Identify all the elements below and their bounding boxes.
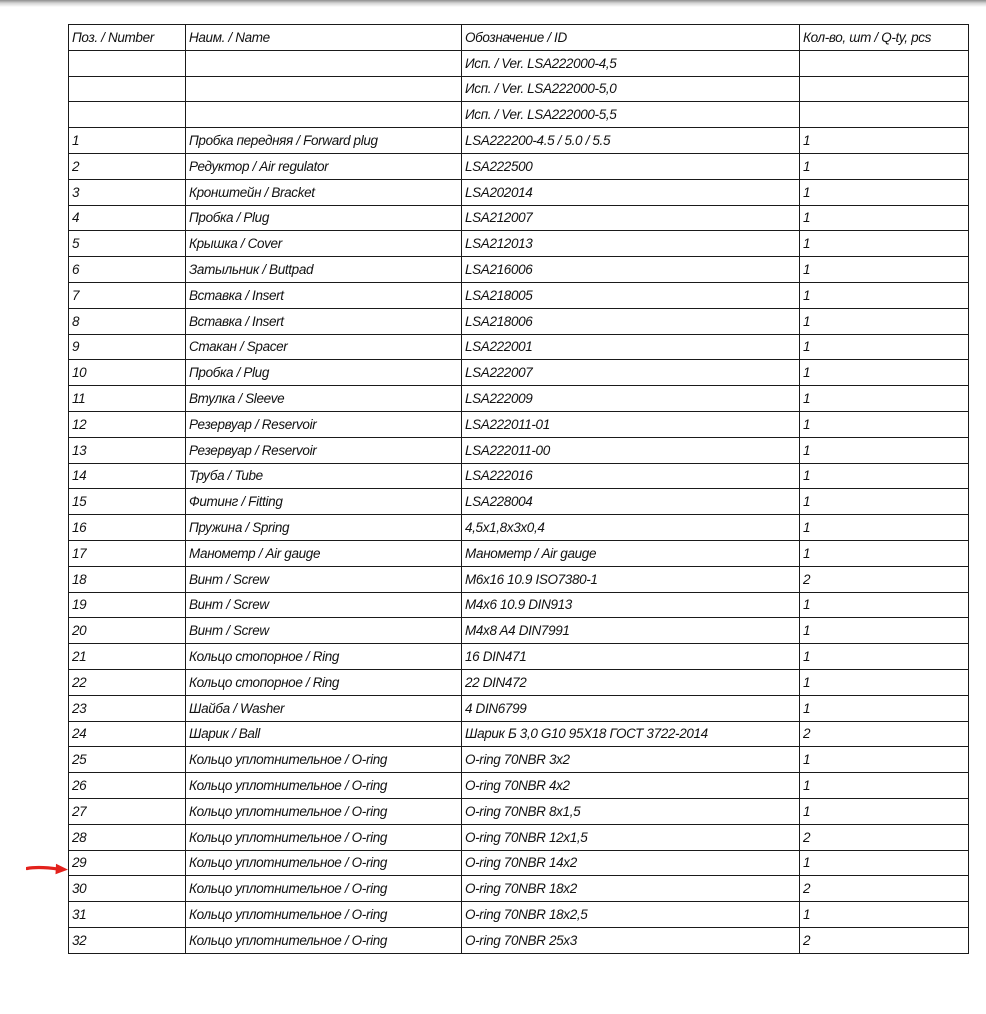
cell-pos: 27	[69, 798, 186, 824]
cell-qty: 1	[800, 540, 969, 566]
cell-name: Пробка / Plug	[186, 205, 462, 231]
cell-id: LSA212013	[462, 231, 800, 257]
cell-qty: 1	[800, 179, 969, 205]
cell-id: Шарик Б 3,0 G10 95X18 ГОСТ 3722-2014	[462, 721, 800, 747]
cell-qty: 1	[800, 592, 969, 618]
cell-id: O-ring 70NBR 25x3	[462, 927, 800, 953]
cell-name: Кольцо стопорное / Ring	[186, 669, 462, 695]
cell-pos: 10	[69, 360, 186, 386]
table-row	[69, 76, 969, 102]
cell-qty: 1	[800, 515, 969, 541]
table-row	[69, 592, 969, 618]
cell-id: LSA222011-00	[462, 437, 800, 463]
cell-name: Вставка / Insert	[186, 282, 462, 308]
cell-pos: 7	[69, 282, 186, 308]
column-header-id: Обозначение / ID	[462, 25, 800, 51]
cell-pos: 22	[69, 669, 186, 695]
cell-name: Шайба / Washer	[186, 695, 462, 721]
cell-qty: 1	[800, 334, 969, 360]
cell-id: LSA212007	[462, 205, 800, 231]
cell-id: O-ring 70NBR 18x2,5	[462, 902, 800, 928]
cell-id: O-ring 70NBR 8x1,5	[462, 798, 800, 824]
cell-name: Кольцо уплотнительное / O-ring	[186, 902, 462, 928]
cell-qty	[800, 102, 969, 128]
table-row	[69, 179, 969, 205]
cell-pos: 13	[69, 437, 186, 463]
cell-pos: 30	[69, 876, 186, 902]
cell-id: Исп. / Ver. LSA222000-5,0	[462, 76, 800, 102]
cell-id: O-ring 70NBR 3x2	[462, 747, 800, 773]
cell-name: Кольцо уплотнительное / O-ring	[186, 747, 462, 773]
table-row	[69, 618, 969, 644]
cell-pos: 28	[69, 824, 186, 850]
table-row	[69, 540, 969, 566]
cell-qty: 1	[800, 128, 969, 154]
cell-name: Винт / Screw	[186, 618, 462, 644]
table-body	[69, 50, 969, 953]
table-row	[69, 669, 969, 695]
cell-name: Стакан / Spacer	[186, 334, 462, 360]
table-row	[69, 566, 969, 592]
cell-name: Фитинг / Fitting	[186, 489, 462, 515]
cell-pos: 9	[69, 334, 186, 360]
table-row	[69, 437, 969, 463]
cell-id: LSA218006	[462, 308, 800, 334]
cell-pos	[69, 50, 186, 76]
cell-pos: 17	[69, 540, 186, 566]
cell-pos: 16	[69, 515, 186, 541]
table-row	[69, 308, 969, 334]
cell-id: Исп. / Ver. LSA222000-5,5	[462, 102, 800, 128]
cell-name: Кольцо уплотнительное / O-ring	[186, 773, 462, 799]
cell-name: Кольцо стопорное / Ring	[186, 644, 462, 670]
cell-id: M4x6 10.9 DIN913	[462, 592, 800, 618]
table-row	[69, 824, 969, 850]
cell-name: Пробка / Plug	[186, 360, 462, 386]
table-row	[69, 334, 969, 360]
cell-pos: 29	[69, 850, 186, 876]
cell-id: LSA202014	[462, 179, 800, 205]
cell-pos: 24	[69, 721, 186, 747]
cell-id: O-ring 70NBR 12x1,5	[462, 824, 800, 850]
cell-id: LSA222007	[462, 360, 800, 386]
cell-qty	[800, 76, 969, 102]
cell-pos: 6	[69, 257, 186, 283]
cell-name: Кронштейн / Bracket	[186, 179, 462, 205]
parts-table	[68, 24, 969, 954]
table-row	[69, 231, 969, 257]
cell-pos: 3	[69, 179, 186, 205]
cell-qty: 1	[800, 747, 969, 773]
cell-name: Затыльник / Buttpad	[186, 257, 462, 283]
cell-name: Труба / Tube	[186, 463, 462, 489]
cell-qty: 1	[800, 798, 969, 824]
cell-name: Втулка / Sleeve	[186, 386, 462, 412]
cell-pos: 15	[69, 489, 186, 515]
cell-name: Редуктор / Air regulator	[186, 153, 462, 179]
cell-pos: 14	[69, 463, 186, 489]
cell-name: Манометр / Air gauge	[186, 540, 462, 566]
cell-id: Манометр / Air gauge	[462, 540, 800, 566]
cell-name: Винт / Screw	[186, 592, 462, 618]
table-row	[69, 257, 969, 283]
table-row	[69, 411, 969, 437]
cell-pos: 1	[69, 128, 186, 154]
cell-id: LSA216006	[462, 257, 800, 283]
table-row	[69, 50, 969, 76]
table-header-row	[69, 25, 969, 51]
arrow-right-icon	[26, 861, 70, 877]
cell-id: LSA222016	[462, 463, 800, 489]
cell-pos: 8	[69, 308, 186, 334]
cell-pos: 18	[69, 566, 186, 592]
cell-id: 22 DIN472	[462, 669, 800, 695]
table-row	[69, 876, 969, 902]
cell-qty: 2	[800, 927, 969, 953]
cell-id: 4,5x1,8x3x0,4	[462, 515, 800, 541]
cell-qty: 2	[800, 824, 969, 850]
table-row	[69, 128, 969, 154]
cell-qty: 2	[800, 721, 969, 747]
cell-id: LSA228004	[462, 489, 800, 515]
table-row	[69, 644, 969, 670]
cell-name: Шарик / Ball	[186, 721, 462, 747]
table-row	[69, 747, 969, 773]
cell-qty: 1	[800, 644, 969, 670]
cell-pos	[69, 76, 186, 102]
cell-id: 16 DIN471	[462, 644, 800, 670]
table-row	[69, 360, 969, 386]
cell-id: LSA222500	[462, 153, 800, 179]
parts-list-sheet	[68, 24, 969, 954]
cell-id: LSA222200-4.5 / 5.0 / 5.5	[462, 128, 800, 154]
cell-qty: 1	[800, 308, 969, 334]
table-row	[69, 463, 969, 489]
cell-id: LSA222009	[462, 386, 800, 412]
cell-name: Кольцо уплотнительное / O-ring	[186, 824, 462, 850]
cell-pos: 11	[69, 386, 186, 412]
table-row	[69, 798, 969, 824]
table-row	[69, 902, 969, 928]
table-row	[69, 695, 969, 721]
table-row	[69, 773, 969, 799]
cell-name: Кольцо уплотнительное / O-ring	[186, 876, 462, 902]
table-row	[69, 721, 969, 747]
table-row	[69, 850, 969, 876]
cell-id: M6x16 10.9 ISO7380-1	[462, 566, 800, 592]
cell-qty: 1	[800, 902, 969, 928]
table-row	[69, 153, 969, 179]
cell-qty: 1	[800, 411, 969, 437]
column-header-name: Наим. / Name	[186, 25, 462, 51]
column-header-pos: Поз. / Number	[69, 25, 186, 51]
column-header-qty: Кол-во, шт / Q-ty, pcs	[800, 25, 969, 51]
cell-pos: 19	[69, 592, 186, 618]
cell-pos	[69, 102, 186, 128]
cell-id: LSA222001	[462, 334, 800, 360]
cell-name: Пружина / Spring	[186, 515, 462, 541]
cell-name: Вставка / Insert	[186, 308, 462, 334]
cell-qty: 1	[800, 489, 969, 515]
cell-name: Резервуар / Reservoir	[186, 437, 462, 463]
cell-pos: 4	[69, 205, 186, 231]
cell-qty: 2	[800, 566, 969, 592]
table-row	[69, 102, 969, 128]
cell-id: 4 DIN6799	[462, 695, 800, 721]
cell-pos: 12	[69, 411, 186, 437]
cell-pos: 2	[69, 153, 186, 179]
cell-id: O-ring 70NBR 4x2	[462, 773, 800, 799]
cell-qty: 1	[800, 205, 969, 231]
cell-qty: 1	[800, 695, 969, 721]
cell-pos: 26	[69, 773, 186, 799]
cell-qty: 1	[800, 437, 969, 463]
cell-qty: 1	[800, 773, 969, 799]
cell-name: Кольцо уплотнительное / O-ring	[186, 927, 462, 953]
cell-name: Резервуар / Reservoir	[186, 411, 462, 437]
cell-qty: 1	[800, 153, 969, 179]
cell-name	[186, 102, 462, 128]
cell-pos: 5	[69, 231, 186, 257]
table-row	[69, 282, 969, 308]
cell-qty: 1	[800, 360, 969, 386]
cell-id: M4x8 A4 DIN7991	[462, 618, 800, 644]
cell-id: LSA218005	[462, 282, 800, 308]
table-row	[69, 515, 969, 541]
cell-id: Исп. / Ver. LSA222000-4,5	[462, 50, 800, 76]
table-row	[69, 927, 969, 953]
cell-id: O-ring 70NBR 14x2	[462, 850, 800, 876]
cell-pos: 23	[69, 695, 186, 721]
cell-qty: 1	[800, 618, 969, 644]
cell-qty: 1	[800, 386, 969, 412]
cell-qty: 1	[800, 257, 969, 283]
cell-name: Винт / Screw	[186, 566, 462, 592]
cell-qty: 1	[800, 231, 969, 257]
cell-name: Пробка передняя / Forward plug	[186, 128, 462, 154]
cell-qty: 1	[800, 282, 969, 308]
cell-qty: 1	[800, 463, 969, 489]
cell-qty: 1	[800, 850, 969, 876]
cell-name: Кольцо уплотнительное / O-ring	[186, 850, 462, 876]
cell-pos: 21	[69, 644, 186, 670]
table-row	[69, 386, 969, 412]
cell-id: O-ring 70NBR 18x2	[462, 876, 800, 902]
cell-name	[186, 76, 462, 102]
cell-name: Крышка / Cover	[186, 231, 462, 257]
cell-pos: 31	[69, 902, 186, 928]
table-row	[69, 489, 969, 515]
viewer-top-edge	[0, 0, 986, 7]
cell-pos: 32	[69, 927, 186, 953]
cell-id: LSA222011-01	[462, 411, 800, 437]
cell-pos: 20	[69, 618, 186, 644]
cell-pos: 25	[69, 747, 186, 773]
cell-name	[186, 50, 462, 76]
cell-qty	[800, 50, 969, 76]
cell-qty: 1	[800, 669, 969, 695]
cell-qty: 2	[800, 876, 969, 902]
cell-name: Кольцо уплотнительное / O-ring	[186, 798, 462, 824]
table-row	[69, 205, 969, 231]
